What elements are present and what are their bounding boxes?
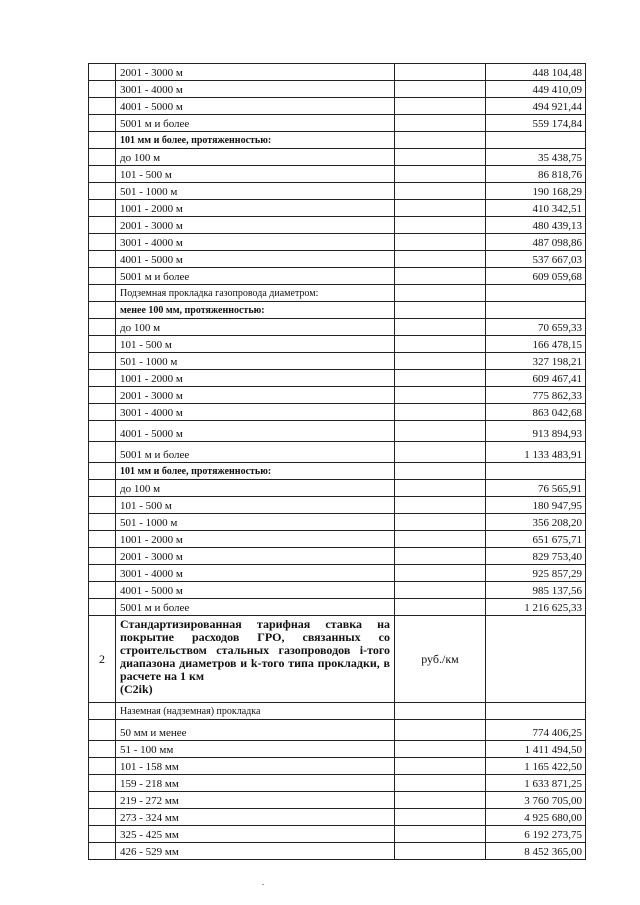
range-label: до 100 м — [116, 480, 395, 497]
caption-row — [89, 285, 586, 302]
rate-value: 410 342,51 — [486, 200, 586, 217]
rate-value: 356 208,20 — [486, 514, 586, 531]
table-row — [89, 268, 586, 285]
range-label: 4001 - 5000 м — [116, 98, 395, 115]
table-row — [89, 497, 586, 514]
range-label: 426 - 529 мм — [116, 843, 395, 860]
table-row — [89, 200, 586, 217]
table-row — [89, 98, 586, 115]
rate-value: 480 439,13 — [486, 217, 586, 234]
rate-value: 1 133 483,91 — [486, 442, 586, 463]
rate-value: 775 862,33 — [486, 387, 586, 404]
rate-value: 609 467,41 — [486, 370, 586, 387]
range-label: 4001 - 5000 м — [116, 421, 395, 442]
table-row — [89, 758, 586, 775]
table-row — [89, 720, 586, 741]
section-title: Стандартизированная тарифная ставка на покрытие расходов ГРО, связанных со строительством стальных газопроводов i-того диапазона диаметров и k-того типа прокладки, в расчете на 1 км — [120, 617, 390, 683]
range-label: 159 - 218 мм — [116, 775, 395, 792]
section-symbol: (С2ik) — [120, 682, 153, 696]
range-label: 501 - 1000 м — [116, 353, 395, 370]
table-row — [89, 404, 586, 421]
rate-value: 166 478,15 — [486, 336, 586, 353]
range-label: 4001 - 5000 м — [116, 251, 395, 268]
rate-value: 913 894,93 — [486, 421, 586, 442]
diameter-subheader: 101 мм и более, протяженностью: — [116, 463, 395, 480]
range-label: 5001 м и более — [116, 442, 395, 463]
range-label: 2001 - 3000 м — [116, 387, 395, 404]
table-body — [89, 64, 586, 860]
rate-value: 448 104,48 — [486, 64, 586, 81]
rate-value: 829 753,40 — [486, 548, 586, 565]
range-label: 3001 - 4000 м — [116, 404, 395, 421]
table-row — [89, 442, 586, 463]
rate-value: 8 452 365,00 — [486, 843, 586, 860]
rate-value: 70 659,33 — [486, 319, 586, 336]
rate-value: 1 633 871,25 — [486, 775, 586, 792]
table-row — [89, 370, 586, 387]
rate-value: 190 168,29 — [486, 183, 586, 200]
unit-label: руб./км — [395, 616, 486, 703]
table-row — [89, 582, 586, 599]
rate-value: 487 098,86 — [486, 234, 586, 251]
table-row — [89, 115, 586, 132]
table-row — [89, 234, 586, 251]
range-label: 50 мм и менее — [116, 720, 395, 741]
diameter-subheader: менее 100 мм, протяженностью: — [116, 302, 395, 319]
table-row — [89, 217, 586, 234]
rate-value: 6 192 273,75 — [486, 826, 586, 843]
rate-value: 35 438,75 — [486, 149, 586, 166]
table-row — [89, 565, 586, 582]
range-label: 5001 м и более — [116, 268, 395, 285]
section-number: 2 — [89, 616, 116, 703]
section-title-cell — [116, 616, 395, 703]
table-row — [89, 183, 586, 200]
table-row — [89, 421, 586, 442]
range-label: 501 - 1000 м — [116, 514, 395, 531]
table-row — [89, 387, 586, 404]
range-label: 101 - 500 м — [116, 336, 395, 353]
table-row — [89, 531, 586, 548]
table-row — [89, 741, 586, 758]
underground-caption: Подземная прокладка газопровода диаметром: — [116, 285, 395, 302]
section-header-row — [89, 616, 586, 703]
range-label: до 100 м — [116, 319, 395, 336]
range-label: 101 - 500 м — [116, 497, 395, 514]
table-row — [89, 548, 586, 565]
range-label: до 100 м — [116, 149, 395, 166]
table-row — [89, 149, 586, 166]
table-row — [89, 775, 586, 792]
rate-value: 76 565,91 — [486, 480, 586, 497]
rate-value: 651 675,71 — [486, 531, 586, 548]
surface-caption: Наземная (надземная) прокладка — [116, 703, 395, 720]
range-label: 5001 м и более — [116, 599, 395, 616]
rate-value: 1 411 494,50 — [486, 741, 586, 758]
range-label: 101 - 500 м — [116, 166, 395, 183]
range-label: 325 - 425 мм — [116, 826, 395, 843]
rate-value: 494 921,44 — [486, 98, 586, 115]
table-row — [89, 809, 586, 826]
range-label: 2001 - 3000 м — [116, 217, 395, 234]
range-label: 1001 - 2000 м — [116, 531, 395, 548]
rate-value: 449 410,09 — [486, 81, 586, 98]
range-label: 2001 - 3000 м — [116, 548, 395, 565]
rate-value: 925 857,29 — [486, 565, 586, 582]
rate-value: 3 760 705,00 — [486, 792, 586, 809]
subheader-row — [89, 302, 586, 319]
table-row — [89, 319, 586, 336]
subheader-row — [89, 132, 586, 149]
rate-value: 985 137,56 — [486, 582, 586, 599]
table-row — [89, 336, 586, 353]
range-label: 51 - 100 мм — [116, 741, 395, 758]
rate-value: 4 925 680,00 — [486, 809, 586, 826]
table-row — [89, 826, 586, 843]
table-row — [89, 792, 586, 809]
rate-value: 559 174,84 — [486, 115, 586, 132]
range-label: 5001 м и более — [116, 115, 395, 132]
table-row — [89, 480, 586, 497]
subheader-row — [89, 463, 586, 480]
rate-value: 1 165 422,50 — [486, 758, 586, 775]
table-row — [89, 81, 586, 98]
table-row — [89, 514, 586, 531]
range-label: 101 - 158 мм — [116, 758, 395, 775]
rate-value: 180 947,95 — [486, 497, 586, 514]
range-label: 3001 - 4000 м — [116, 234, 395, 251]
table-row — [89, 353, 586, 370]
range-label: 3001 - 4000 м — [116, 565, 395, 582]
diameter-subheader: 101 мм и более, протяженностью: — [116, 132, 395, 149]
rate-value: 609 059,68 — [486, 268, 586, 285]
table-row — [89, 599, 586, 616]
scan-speck — [262, 884, 264, 885]
range-label: 2001 - 3000 м — [116, 64, 395, 81]
rate-value: 537 667,03 — [486, 251, 586, 268]
range-label: 219 - 272 мм — [116, 792, 395, 809]
table-row — [89, 843, 586, 860]
tariff-table — [88, 63, 586, 860]
caption-row — [89, 703, 586, 720]
rate-value: 327 198,21 — [486, 353, 586, 370]
range-label: 501 - 1000 м — [116, 183, 395, 200]
table-row — [89, 251, 586, 268]
range-label: 1001 - 2000 м — [116, 370, 395, 387]
rate-value: 86 818,76 — [486, 166, 586, 183]
range-label: 4001 - 5000 м — [116, 582, 395, 599]
rate-value: 863 042,68 — [486, 404, 586, 421]
range-label: 3001 - 4000 м — [116, 81, 395, 98]
rate-value: 774 406,25 — [486, 720, 586, 741]
table-row — [89, 64, 586, 81]
range-label: 1001 - 2000 м — [116, 200, 395, 217]
table-row — [89, 166, 586, 183]
range-label: 273 - 324 мм — [116, 809, 395, 826]
rate-value: 1 216 625,33 — [486, 599, 586, 616]
